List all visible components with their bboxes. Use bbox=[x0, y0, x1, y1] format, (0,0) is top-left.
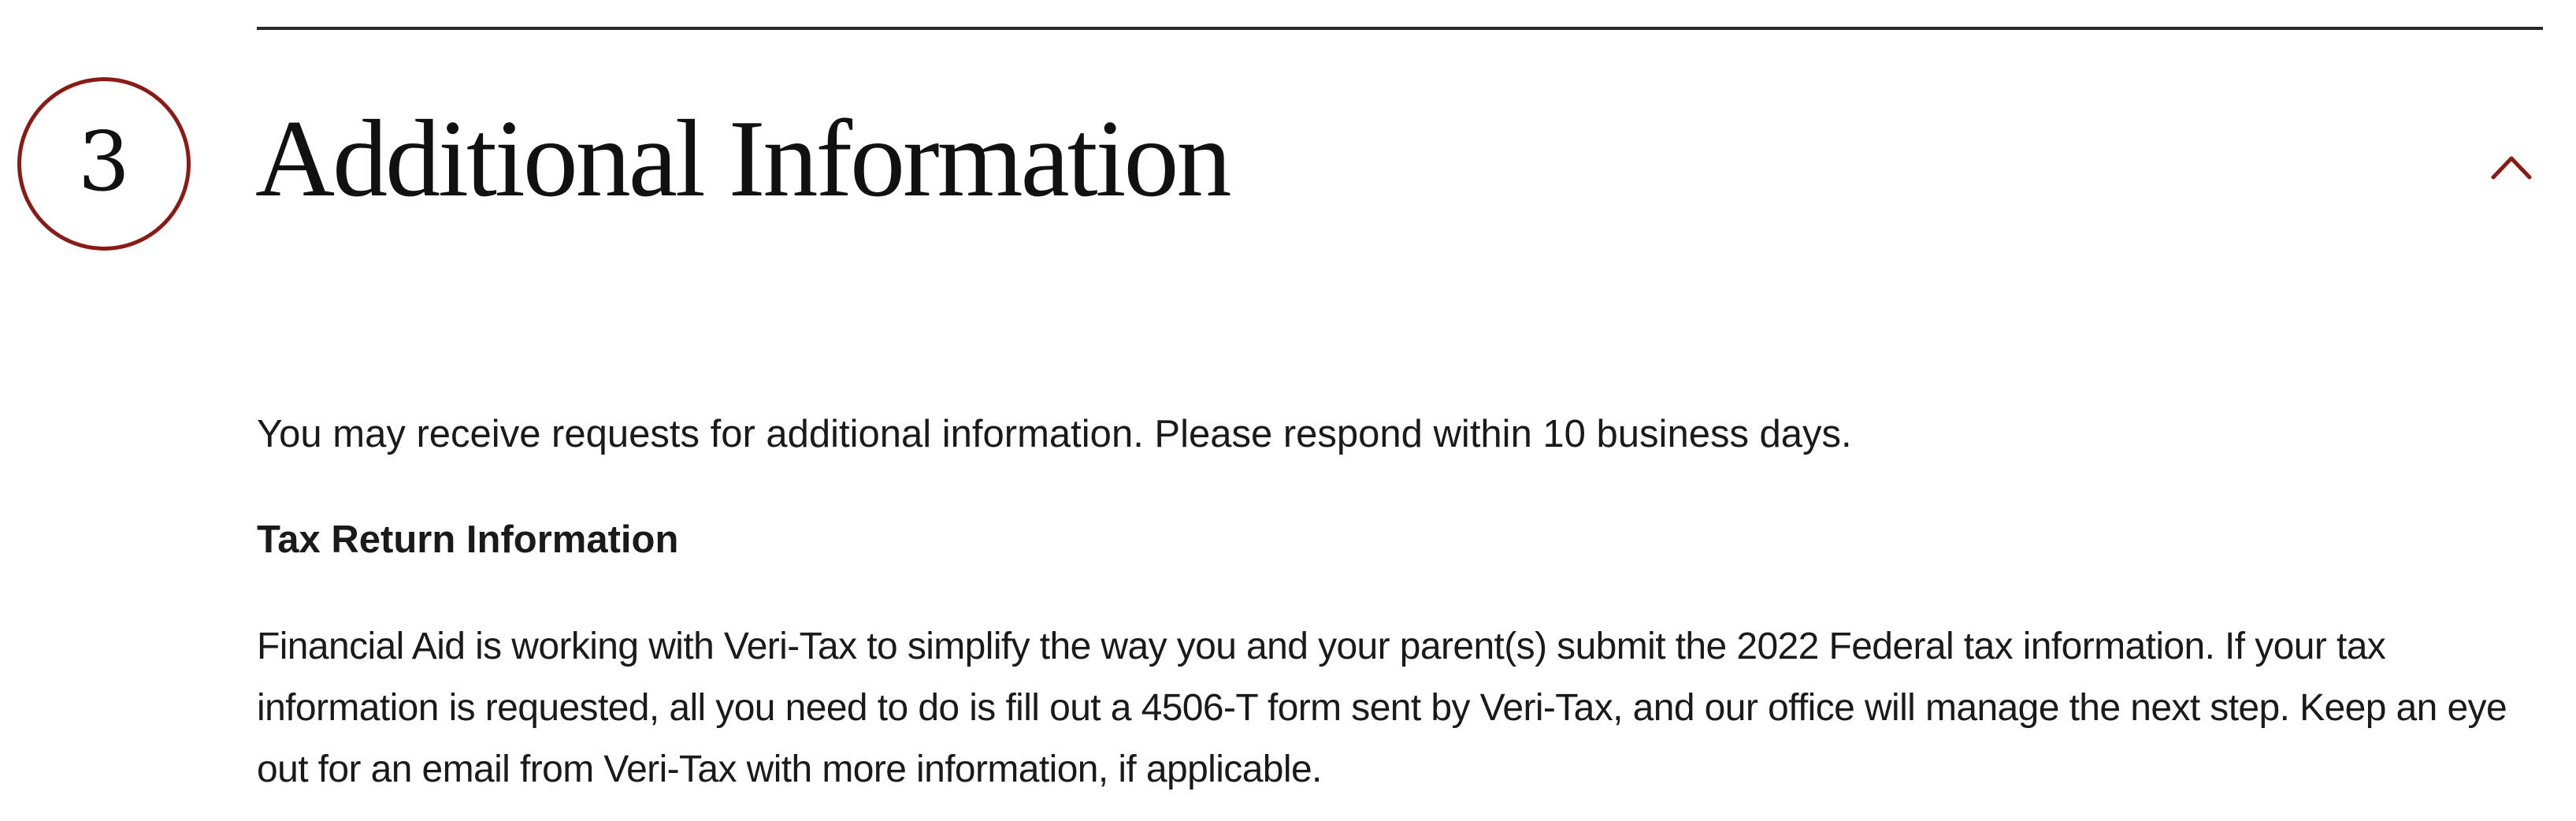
tax-return-heading: Tax Return Information bbox=[257, 518, 679, 561]
tax-return-description: Financial Aid is working with Veri-Tax to simplify the way you and your parent(s) submit the 2022 Federal tax information. If your tax information is requested, all you need to do is fill out a 4506-T form sent by Veri-Tax, and our office will manage the next step. Keep an eye out for an email from Veri-Tax with more information, if applicable. bbox=[257, 626, 2507, 790]
section-content bbox=[257, 403, 2557, 801]
section-divider bbox=[257, 27, 2543, 30]
section-title: Additional Information bbox=[255, 98, 1230, 220]
collapse-section-button[interactable] bbox=[2480, 142, 2543, 192]
step-number-badge bbox=[17, 77, 191, 251]
chevron-up-icon bbox=[2491, 154, 2532, 180]
intro-text: You may receive requests for additional information. Please respond within 10 business days. bbox=[257, 413, 1852, 455]
step-number: 3 bbox=[77, 113, 131, 210]
